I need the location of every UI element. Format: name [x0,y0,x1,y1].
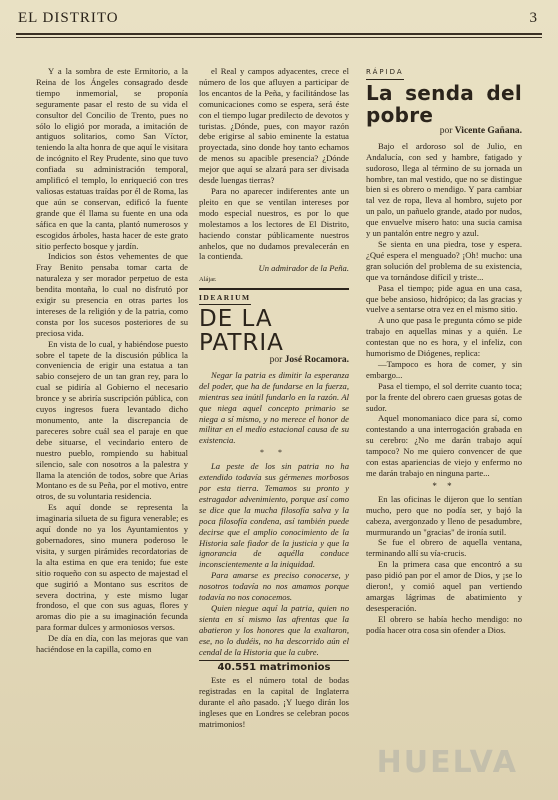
page-number: 3 [529,10,538,26]
header-rule-thin [16,37,542,38]
paragraph: El obrero se había hecho mendigo: no podía hacer otra cosa sin ofender a Dios. [366,613,522,635]
news-title: 40.551 matrimonios [199,660,349,674]
news-text: Este es el número total de bodas registradas en la capital de Inglaterra durante el año pasado. ¡Y luego dirán los ingleses que en Londres se celebran pocos matrimonios! [199,675,349,730]
paragraph: En vista de lo cual, y habiéndose puesto sobre el tapete de la discusión pública la conveniencia de erigir una estatua a tan sabio consejero de un tan gran rey, para lo cual se pidiría al Gobierno el necesario bronce y se abriría suscripción pública, con cuyos ingresos fuera levantado dicho monumento, ante la discrepancia de pareceres sobre cuál sea el paraje en que debe situarse, el vecindario entero de nuestro pueblo, rompiendo su habitual silencio, sale con nosotros a la palestra y llama la atención de todos, sobre que Arias Montano es de su Peña, por el motivo, entre otros, de su voluntaria residencia. [36,338,188,502]
paragraph: Pasa el tiempo; pide agua en una casa, que bebe ansioso, hidrópico; da las gracias y vuelve a sentarse otra vez en el mismo sitio. [366,282,522,315]
paragraph: Y a la sombra de este Ermitorio, a la Reina de los Ángeles consagrado desde tiempo inmemorial, se proponía seguramente pasar el resto de su vida el consultor del Concilio de Trento, pues no sólo lo eligió por morada, a imitación de antiguos solitarios, como San Víctor, teniendo la alta honra de que aquí le visitara de incógnito el Rey Prudente, sino que tuvo confiada su administración temporal, amplificó el templo, lo enriqueció con tres valiosas estatuas traídas por él de Roma, las que aún se conservan, edificó la fuente grande que él llama su fuente en una oda sáfica en que la canta, plantó numerosos y escogidos árboles, hasta hacer de este grato sitio perfecto bosque y jardín. [36,66,188,251]
signature-place: Alájar. [199,276,217,284]
paragraph: el Real y campos adyacentes, crece el número de los que afluyen a participar de los encantos de la Peña, y facilitándose las comunicaciones como se espera, será éste con el tiempo lugar predilecto de devotos y turistas. ¿Dónde, pues, con mayor razón debe erigirse al sabio eminente la estatua proyectada, sino donde hoy tanto echamos de menos su apacible presencia? ¿Dónde mejor que aquí se alzará para ser divisada desde luengas tierras? [199,66,349,186]
separator-stars: * * [260,448,288,458]
paragraph: Pasa el tiempo, el sol derrite cuanto toca; por la frente del obrero caen gruesas gotas de sudor. [366,380,522,413]
archive-watermark: HUELVA [376,745,518,780]
section-divider [199,288,349,290]
article-title: La senda del pobre [366,80,522,127]
byline-prefix: por [439,125,453,136]
section-label: IDEARIUM [199,293,251,305]
newspaper-title: EL DISTRITO [18,10,119,26]
paragraph: Para amarse es preciso conocerse, y nosotros todavía no nos amamos porque todavía no nos conocemos. [199,570,349,603]
paragraph: De día en día, con las mejoras que van haciéndose en la capilla, como en [36,633,188,655]
paragraph: Aquel monomaniaco dice para sí, como contestando a una interrogación grabada en su cerebro: ¿No me darán trabajo aquí tampoco? No me quiero convencer de que con estas apariencias de viejo y enfermo no me darán trabajo en ninguna parte... [366,413,522,478]
column-3 [366,66,522,636]
paragraph: Bajo el ardoroso sol de Julio, en Andalucía, con sed y hambre, fatigado y sudoroso, llega al término de su jornada un hombre, tan mal vestido, que no se distingue bien si es obrero o mendigo. Y para cambiar tal vez de ropa, lleva al hombro, sujeto por un palo, un pañuelo grande, atado por nudos, que envuelve mísero hato: una sucia camisa y un pantalón entre negro y azul. [366,140,522,239]
column-2 [199,66,349,730]
paragraph: Quien niegue aquí la patria, quien no sienta en sí mismo las afrentas que la abatieron y los honores que la exaltaron, ese, no lo dudéis, no ha descorrido aún el cendal de la Historia que la cubre. [199,602,349,657]
header-rule [16,33,542,35]
section-label: RÁPIDA [366,67,404,80]
article-byline [366,126,522,137]
article-headline: DE LA PATRIA [199,306,284,357]
paragraph: Indicios son éstos vehementes de que Fray Benito pensaba tomar carta de naturaleza y ser morador perpetuo de esta bendita montaña, lo cual no disfrutó por exigir su presencia en otras partes los intereses de la religión y de la patria, como consta por los sucesos posteriores de su preciosa vida. [36,251,188,338]
byline-author: José Rocamora. [284,355,349,366]
running-head [18,10,540,32]
paragraph: En la primera casa que encontró a su paso pidió pan por el amor de Dios, y ¡se lo dieron!, y comió aquel pan vertiendo amargas lágrimas de abatimiento y desesperación. [366,559,522,613]
paragraph: En las oficinas le dijeron que lo sentían mucho, pero que no podía ser, y bajó la cabeza, avergonzado y lleno de pesadumbre, murmurando un "gracias" de ironía sutil. [366,493,522,537]
paragraph: Negar la patria es dimitir la esperanza del poder, que ha de fundarse en la fuerza, mientras sea inútil fundarlo en la razón. Al que niega aquel concepto primario se niega a sí mismo, y no merece el honor de militar en el medio estacional causa de su existencia. [199,369,349,446]
paragraph: Es aquí donde se representa la imaginaria silueta de su figura venerable; es aquí donde no ya los Ayuntamientos y gobernadores, sino munera poderoso le visita, y surgen pirámides recordatorias de la alta estima en que era tenido; fue este sitio roqueño con su aspecto de majestad el que sugirió a Montano sus escritos de severa doctrina, y este mismo lugar frondoso, el que con sus aguas, flores y aromas dio pie a su imaginación fecunda para formar dulces y armoniosos versos. [36,502,188,633]
byline-author: Vicente Gañana. [454,125,522,136]
signature: Un admirador de la Peña. [258,263,349,274]
paragraph: La peste de los sin patria no ha extendido todavía sus gérmenes morbosos por esta tierra. Temamos su pronto y estragador advenimiento, porque así como se dice que la mucha filosofía salva y la poca filosofía condena, así también puede decirse que el amplio conocimiento de la Historia sale fiador de la justicia y que la ignorancia de aquélla conduce inconscientemente a la iniquidad. [199,461,349,570]
column-1 [36,66,188,655]
separator-asterism: * * [432,480,456,491]
paragraph: A uno que pasa le pregunta cómo se pide trabajo en aquellas minas y a quién. Le contestan que no es hora, y el infeliz, con humorismo de Diógenes, replica: [366,315,522,359]
paragraph: —Tampoco es hora de comer, y sin embargo... [366,358,522,380]
article-byline [199,355,349,366]
byline-prefix: por [269,355,283,366]
paragraph: Se sienta en una piedra, tose y espera. ¿Qué espera el menguado? ¡Oh! mucho: una gran solución del problema de su existencia, que va tornándose difícil y triste... [366,238,522,282]
italic-article [199,370,349,658]
paragraph: Para no aparecer indiferentes ante un pleito en que se ventilan intereses por modo especial nuestros, es por lo que molestamos a los lectores de El Distrito, haciendo constar públicamente nuestros anhelos, que no dudamos prevalecerán en la contienda. [199,185,349,262]
paragraph: Se fue el obrero de aquella ventana, terminando allí su vía-crucis. [366,537,522,559]
